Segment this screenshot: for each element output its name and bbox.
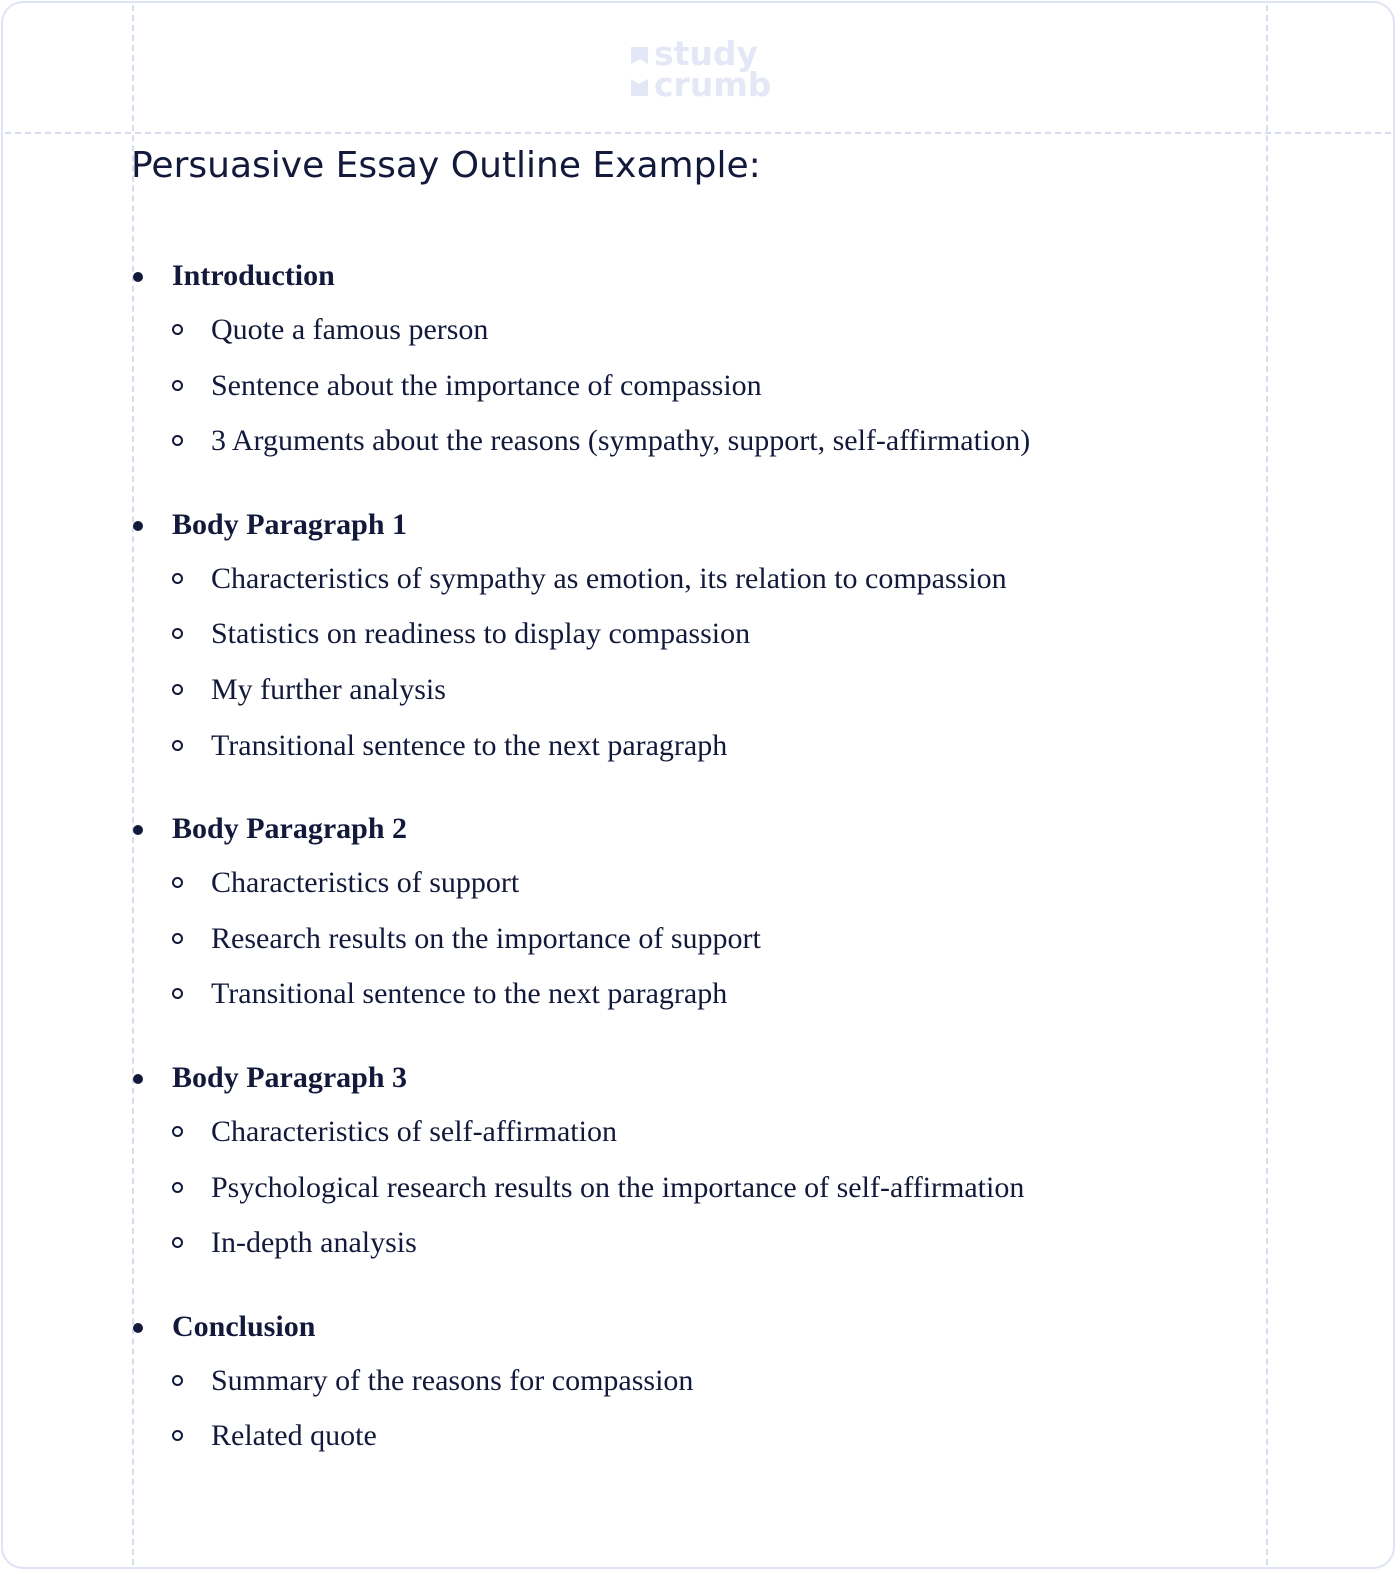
header-guide-line xyxy=(5,132,1391,134)
section-heading xyxy=(130,803,1250,855)
outline-subitem xyxy=(130,413,1250,469)
subitem-text: 3 Arguments about the reasons (sympathy, support, self-affirmation) xyxy=(211,424,1031,458)
logo-word-top: study xyxy=(654,34,759,73)
bullet-circle-icon xyxy=(172,435,183,446)
section-sublist xyxy=(130,1353,1250,1464)
section-heading-text: Body Paragraph 2 xyxy=(172,812,408,846)
subitem-text: Characteristics of self-affirmation xyxy=(211,1114,617,1148)
subitem-text: Quote a famous person xyxy=(211,313,489,346)
bullet-dot-icon xyxy=(133,272,143,282)
bullet-circle-icon xyxy=(172,933,183,944)
outline-subitem xyxy=(130,662,1250,718)
bullet-dot-icon xyxy=(133,1074,143,1084)
outline-subitem xyxy=(130,1104,1250,1160)
outline-subitem xyxy=(130,966,1250,1022)
bullet-dot-icon xyxy=(133,825,143,835)
bullet-circle-icon xyxy=(172,1126,183,1137)
subitem-text: Summary of the reasons for compassion xyxy=(211,1363,694,1397)
subitem-text: Related quote xyxy=(211,1419,377,1453)
bookmark-bottom-icon xyxy=(631,79,648,96)
bullet-circle-icon xyxy=(172,1182,183,1193)
subitem-text: Sentence about the importance of compassion xyxy=(211,368,762,402)
outline-subitem xyxy=(130,1353,1250,1409)
outline-section xyxy=(130,803,1250,1022)
section-heading xyxy=(130,499,1250,551)
outline-subitem xyxy=(130,302,1250,358)
bullet-circle-icon xyxy=(172,684,183,695)
outline-subitem xyxy=(130,606,1250,662)
logo-word-bottom: crumb xyxy=(654,65,772,104)
right-guide-line xyxy=(1266,5,1268,1565)
section-heading xyxy=(130,1052,1250,1104)
outline-subitem xyxy=(130,551,1250,607)
bullet-circle-icon xyxy=(172,877,183,888)
section-heading-text: Body Paragraph 3 xyxy=(172,1060,408,1094)
bookmark-icon xyxy=(631,47,648,64)
bullet-circle-icon xyxy=(172,628,183,639)
section-sublist xyxy=(130,1104,1250,1271)
subitem-text: My further analysis xyxy=(211,672,446,706)
outline-section xyxy=(130,250,1250,469)
bullet-circle-icon xyxy=(172,1430,183,1441)
outline-subitem xyxy=(130,1408,1250,1464)
section-heading xyxy=(130,250,1250,302)
outline-subitem xyxy=(130,1160,1250,1216)
bullet-circle-icon xyxy=(172,573,183,584)
section-heading-text: Conclusion xyxy=(172,1309,316,1343)
outline-subitem xyxy=(130,855,1250,911)
outline-section xyxy=(130,499,1250,773)
subitem-text: Statistics on readiness to display compassion xyxy=(211,617,751,651)
outline-subitem xyxy=(130,358,1250,414)
section-sublist xyxy=(130,855,1250,1022)
bullet-circle-icon xyxy=(172,740,183,751)
section-heading-text: Body Paragraph 1 xyxy=(172,507,408,541)
outline-subitem xyxy=(130,718,1250,774)
bullet-circle-icon xyxy=(172,380,183,391)
section-sublist xyxy=(130,551,1250,773)
outline-list xyxy=(130,250,1250,1494)
section-heading-text: Introduction xyxy=(172,259,335,292)
bullet-circle-icon xyxy=(172,1237,183,1248)
subitem-text: Characteristics of sympathy as emotion, its relation to compassion xyxy=(211,561,1007,595)
outline-section xyxy=(130,1052,1250,1271)
outline-section xyxy=(130,1301,1250,1464)
bullet-circle-icon xyxy=(172,988,183,999)
bullet-dot-icon xyxy=(133,521,143,531)
bullet-circle-icon xyxy=(172,324,183,335)
bullet-dot-icon xyxy=(133,1323,143,1333)
outline-subitem xyxy=(130,911,1250,967)
subitem-text: Research results on the importance of support xyxy=(211,921,761,955)
subitem-text: Characteristics of support xyxy=(211,866,520,900)
subitem-text: Transitional sentence to the next paragraph xyxy=(211,977,728,1011)
section-sublist xyxy=(130,302,1250,469)
subitem-text: In-depth analysis xyxy=(211,1226,417,1260)
studycrumb-logo xyxy=(629,34,779,104)
page-title: Persuasive Essay Outline Example: xyxy=(131,145,761,186)
section-heading xyxy=(130,1301,1250,1353)
subitem-text: Psychological research results on the importance of self-affirmation xyxy=(211,1170,1025,1204)
bullet-circle-icon xyxy=(172,1375,183,1386)
outline-subitem xyxy=(130,1215,1250,1271)
subitem-text: Transitional sentence to the next paragraph xyxy=(211,728,728,762)
